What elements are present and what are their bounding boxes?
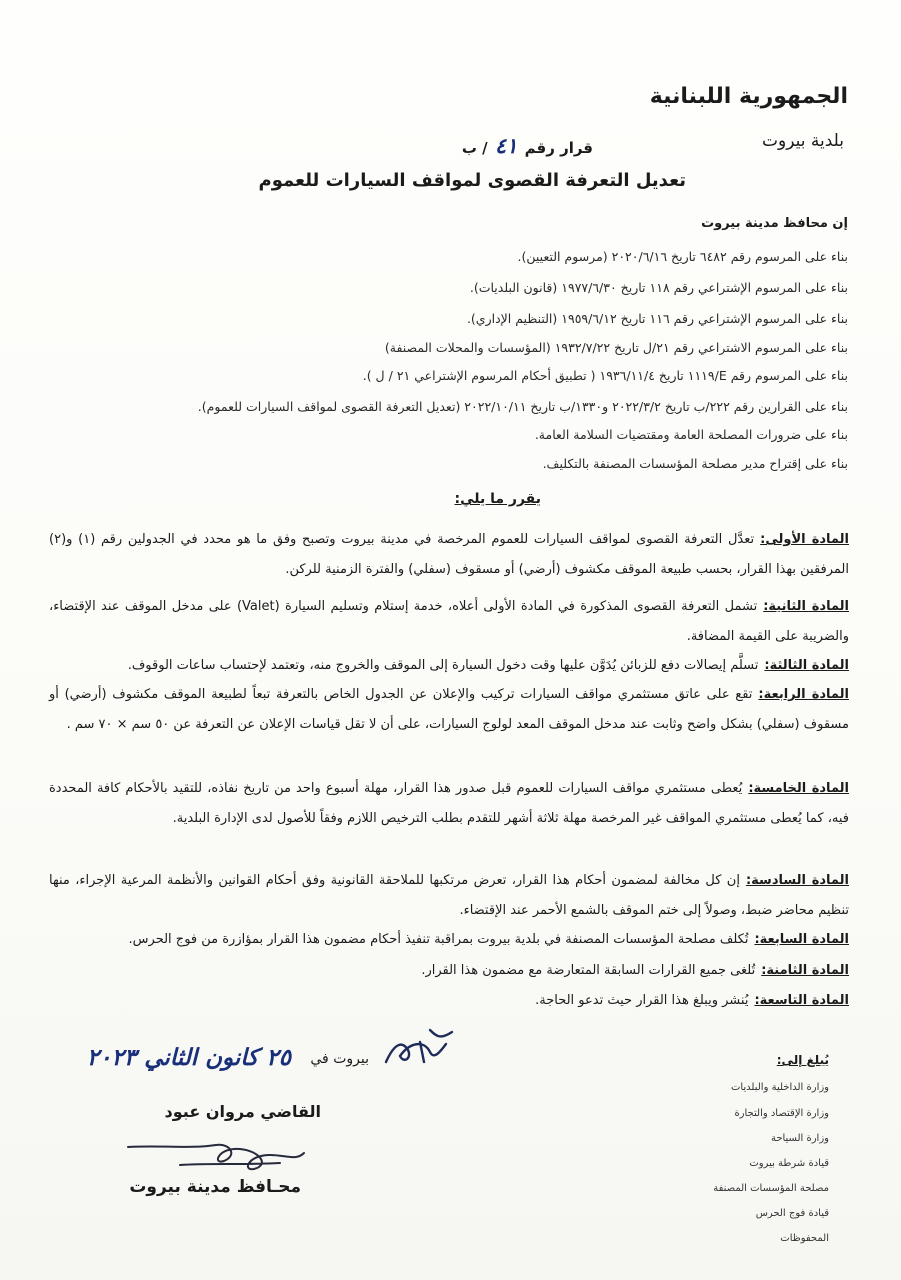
article-label: المادة الثانية: [763,599,849,614]
article-text: تُلغى جميع القرارات السابقة المتعارضة مع مضمون هذا القرار. [421,963,756,978]
notify-item: المحفوظات [780,1233,829,1244]
article-text: تعدَّل التعرفة القصوى لمواقف السيارات للعموم المرخصة في مدينة بيروت وتصبح وفق ما هو محدد في الجدولين رقم (١) و(٢) المرفقين بهذا القرار، بحسب طبيعة الموقف مكشوف (أرضي) أو مسقوف (سفلي) والفترة الزمنية للركن. [49,532,849,577]
article-label: المادة الأولى: [760,532,849,547]
article-text: يُنشر ويبلغ هذا القرار حيث تدعو الحاجة. [535,993,749,1008]
decision-label: قرار رقم [524,139,593,157]
notify-heading: يُبلغ إلى: [776,1053,829,1067]
article-label: المادة الثامنة: [761,963,849,978]
article-label: المادة التاسعة: [754,993,849,1008]
preamble-line: بناء على إقتراح مدير مصلحة المؤسسات المصنفة بالتكليف. [542,456,848,471]
article-8 [49,956,849,986]
article-label: المادة الرابعة: [758,687,849,702]
initials-signature-icon [380,1022,460,1072]
document-title: تعديل التعرفة القصوى لمواقف السيارات للعموم [258,170,686,191]
article-text: تقع على عاتق مستثمري مواقف السيارات تركيب والإعلان عن الجدول الخاص بالتعرفة تبعاً لطبيعة الموقف مكشوف (أرضي) أو مسقوف (سفلي) بشكل واضح وثابت عند مدخل الموقف المعد لولوج السيارات، على أن لا تقل قياسات الإعلان عن التعرفة عن ٥٠ سم × ٧٠ سم . [49,687,849,732]
signatory-title: محـافظ مدينة بيروت [129,1177,301,1197]
preamble-line: بناء على المرسوم الإشتراعي رقم ١١٨ تاريخ ١٩٧٧/٦/٣٠ (قانون البلديات). [469,280,848,295]
article-label: المادة السابعة: [754,932,849,947]
resolves-heading: يقرر ما يلي: [454,491,541,507]
article-text: تشمل التعرفة القصوى المذكورة في المادة الأولى أعلاه، خدمة إستلام وتسليم السيارة (Valet) على مدخل الموقف عند الإقتضاء، والضريبة على القيمة المضافة. [49,599,849,644]
article-text: إن كل مخالفة لمضمون أحكام هذا القرار، تعرض مرتكبها للملاحقة القانونية وفق أحكام القوانين والأنظمة المرعية الإجراء، منها تنظيم محاضر ضبط، وصولاً إلى ختم الموقف بالشمع الأحمر عند الإقتضاء. [49,873,849,918]
signature-icon [120,1125,310,1185]
article-text: تُكلف مصلحة المؤسسات المصنفة في بلدية بيروت بمراقبة تنفيذ أحكام مضمون هذا القرار بمؤازرة من فوج الحرس. [128,932,749,947]
notify-item: وزارة السياحة [770,1133,829,1144]
notify-item: وزارة الإقتصاد والتجارة [734,1108,829,1119]
municipality-heading: بلدية بيروت [762,131,844,151]
article-7 [49,925,849,955]
signature-date: ٢٥ كانون الثاني ٢٠٢٣ [86,1044,291,1071]
governor-intro: إن محافظ مدينة بيروت [701,216,848,231]
preamble-line: بناء على المرسوم الإشتراعي رقم ١١٦ تاريخ ١٩٥٩/٦/١٢ (التنظيم الإداري). [466,311,848,326]
article-6 [49,866,849,926]
notify-item: وزارة الداخلية والبلديات [730,1082,829,1093]
article-1 [49,525,849,585]
article-label: المادة الخامسة: [748,781,849,796]
signatory-name: القاضي مروان عبود [164,1102,321,1121]
article-3 [49,651,849,681]
article-2 [49,592,849,652]
article-text: تسلَّم إيصالات دفع للزبائن يُدَوَّن عليها وقت دخول السيارة إلى الموقف والخروج منه، وتعتمد لإحتساب ساعات الوقوف. [127,658,759,673]
article-text: يُعطى مستثمري مواقف السيارات للعموم قبل صدور هذا القرار، مهلة أسبوع واحد من تاريخ نفاذه، للتقيد بالأحكام كافة المحددة فيه، كما يُعطى مستثمري المواقف غير المرخصة مهلة ثلاثة أشهر للتقدم بطلب الترخيص اللازم وفقاً للأصول لدى الإدارة البلدية. [49,781,849,826]
article-9 [49,986,849,1016]
preamble-line: بناء على القرارين رقم ٢٢٢/ب تاريخ ٢٠٢٢/٣/٢ و١٣٣٠/ب تاريخ ٢٠٢٢/١٠/١١ (تعديل التعرفة القصوى لمواقف السيارات للعموم). [197,399,848,414]
signature-place: بيروت في [310,1051,369,1067]
article-5 [49,774,849,834]
preamble-line: بناء على المرسوم الاشتراعي رقم ٢١/ل تاريخ ١٩٣٢/٧/٢٢ (المؤسسات والمحلات المصنفة) [384,340,848,355]
decision-number-handwritten: ٤١ [494,133,518,158]
preamble-line: بناء على ضرورات المصلحة العامة ومقتضيات السلامة العامة. [534,427,848,442]
notify-item: قيادة فوج الحرس [755,1208,829,1219]
republic-heading: الجمهورية اللبنانية [649,84,848,109]
preamble-line: بناء على المرسوم رقم E/١١١٩ تاريخ ١٩٣٦/١١/٤ ( تطبيق أحكام المرسوم الإشتراعي ٢١ / ل ). [362,368,848,383]
article-label: المادة الثالثة: [764,658,849,673]
decision-number [462,133,593,158]
notify-item: قيادة شرطة بيروت [749,1158,829,1169]
preamble-line: بناء على المرسوم رقم ٦٤٨٢ تاريخ ٢٠٢٠/٦/١٦ (مرسوم التعيين). [517,249,848,264]
decision-suffix: / ب [461,139,488,157]
article-4 [49,680,849,740]
article-label: المادة السادسة: [745,873,849,888]
notify-item: مصلحة المؤسسات المصنفة [713,1183,829,1194]
